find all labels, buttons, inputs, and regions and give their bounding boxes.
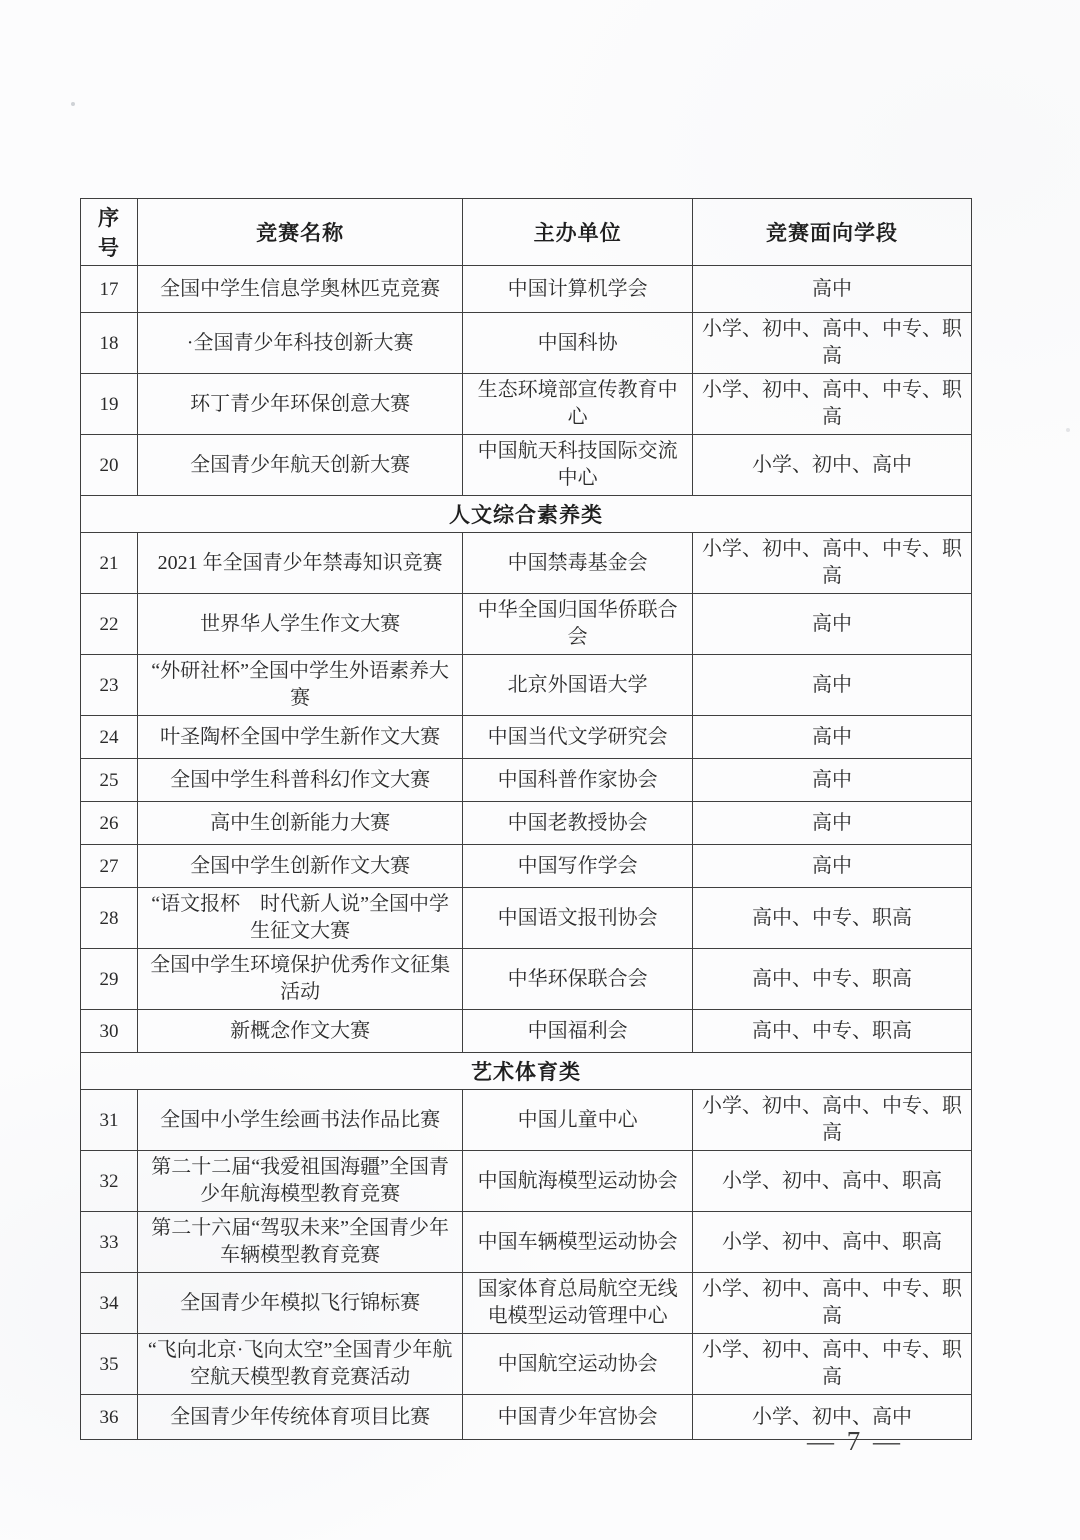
table-row	[81, 716, 972, 759]
competition-table	[80, 198, 972, 1440]
organizer: 中国老教授协会	[463, 802, 693, 845]
organizer: 生态环境部宣传教育中心	[463, 374, 693, 435]
target-levels: 高中	[693, 716, 972, 759]
target-levels: 高中	[693, 266, 972, 313]
organizer: 中国航空运动协会	[463, 1334, 693, 1395]
row-number: 22	[81, 594, 138, 655]
organizer: 国家体育总局航空无线电模型运动管理中心	[463, 1273, 693, 1334]
competition-name: 全国中学生信息学奥林匹克竞赛	[138, 266, 463, 313]
table-row	[81, 949, 972, 1010]
scan-speck	[1066, 428, 1070, 432]
target-levels: 小学、初中、高中	[693, 435, 972, 496]
organizer: 中华全国归国华侨联合会	[463, 594, 693, 655]
table-row	[81, 1090, 972, 1151]
competition-name: 全国中学生创新作文大赛	[138, 845, 463, 888]
organizer: 中国写作学会	[463, 845, 693, 888]
table-row	[81, 1334, 972, 1395]
header-target-levels: 竞赛面向学段	[693, 199, 972, 266]
competition-name: 全国青少年传统体育项目比赛	[138, 1395, 463, 1440]
table-header-row	[81, 199, 972, 266]
organizer: 中国福利会	[463, 1010, 693, 1053]
target-levels: 高中	[693, 594, 972, 655]
target-levels: 高中	[693, 655, 972, 716]
table-row	[81, 435, 972, 496]
section-header-row	[81, 496, 972, 533]
competition-name: 高中生创新能力大赛	[138, 802, 463, 845]
competition-name: “外研社杯”全国中学生外语素养大赛	[138, 655, 463, 716]
header-organizer: 主办单位	[463, 199, 693, 266]
target-levels: 小学、初中、高中、中专、职高	[693, 1273, 972, 1334]
row-number: 31	[81, 1090, 138, 1151]
organizer: 北京外国语大学	[463, 655, 693, 716]
competition-name: 全国中学生科普科幻作文大赛	[138, 759, 463, 802]
organizer: 中国语文报刊协会	[463, 888, 693, 949]
row-number: 24	[81, 716, 138, 759]
table-row	[81, 594, 972, 655]
target-levels: 小学、初中、高中、职高	[693, 1212, 972, 1273]
target-levels: 小学、初中、高中、中专、职高	[693, 374, 972, 435]
organizer: 中国科协	[463, 313, 693, 374]
table-row	[81, 266, 972, 313]
table-row	[81, 759, 972, 802]
organizer: 中国儿童中心	[463, 1090, 693, 1151]
organizer: 中国车辆模型运动协会	[463, 1212, 693, 1273]
organizer: 中国科普作家协会	[463, 759, 693, 802]
table-row	[81, 802, 972, 845]
competition-name: 叶圣陶杯全国中学生新作文大赛	[138, 716, 463, 759]
target-levels: 高中、中专、职高	[693, 1010, 972, 1053]
header-no: 序号	[81, 199, 138, 266]
organizer: 中国航天科技国际交流中心	[463, 435, 693, 496]
row-number: 30	[81, 1010, 138, 1053]
target-levels: 高中	[693, 759, 972, 802]
organizer: 中国青少年宫协会	[463, 1395, 693, 1440]
competition-name: 全国中学生环境保护优秀作文征集活动	[138, 949, 463, 1010]
target-levels: 小学、初中、高中、中专、职高	[693, 533, 972, 594]
competition-name: 第二十六届“驾驭未来”全国青少年车辆模型教育竞赛	[138, 1212, 463, 1273]
competition-name: 全国中小学生绘画书法作品比赛	[138, 1090, 463, 1151]
table-row	[81, 533, 972, 594]
row-number: 33	[81, 1212, 138, 1273]
competition-name: 世界华人学生作文大赛	[138, 594, 463, 655]
target-levels: 高中、中专、职高	[693, 949, 972, 1010]
row-number: 19	[81, 374, 138, 435]
competition-name: “语文报杯 时代新人说”全国中学生征文大赛	[138, 888, 463, 949]
scan-speck	[71, 102, 75, 106]
row-number: 32	[81, 1151, 138, 1212]
row-number: 25	[81, 759, 138, 802]
section-title: 艺术体育类	[81, 1053, 972, 1090]
row-number: 35	[81, 1334, 138, 1395]
competition-name: 全国青少年模拟飞行锦标赛	[138, 1273, 463, 1334]
target-levels: 高中	[693, 802, 972, 845]
organizer: 中国航海模型运动协会	[463, 1151, 693, 1212]
organizer: 中国当代文学研究会	[463, 716, 693, 759]
row-number: 21	[81, 533, 138, 594]
header-competition-name: 竞赛名称	[138, 199, 463, 266]
target-levels: 小学、初中、高中、中专、职高	[693, 1090, 972, 1151]
table-row	[81, 313, 972, 374]
table-row	[81, 1212, 972, 1273]
target-levels: 小学、初中、高中	[693, 1395, 972, 1440]
section-header-row	[81, 1053, 972, 1090]
row-number: 28	[81, 888, 138, 949]
organizer: 中国计算机学会	[463, 266, 693, 313]
row-number: 27	[81, 845, 138, 888]
competition-name: 第二十二届“我爱祖国海疆”全国青少年航海模型教育竞赛	[138, 1151, 463, 1212]
target-levels: 小学、初中、高中、职高	[693, 1151, 972, 1212]
competition-name: ·全国青少年科技创新大赛	[138, 313, 463, 374]
row-number: 20	[81, 435, 138, 496]
table-row	[81, 1151, 972, 1212]
row-number: 23	[81, 655, 138, 716]
table-row	[81, 845, 972, 888]
page-number: — 7 —	[807, 1426, 903, 1456]
table-row	[81, 1273, 972, 1334]
row-number: 29	[81, 949, 138, 1010]
row-number: 26	[81, 802, 138, 845]
table-row	[81, 374, 972, 435]
table-row	[81, 1010, 972, 1053]
row-number: 17	[81, 266, 138, 313]
row-number: 34	[81, 1273, 138, 1334]
target-levels: 小学、初中、高中、中专、职高	[693, 1334, 972, 1395]
section-title: 人文综合素养类	[81, 496, 972, 533]
competition-name: “飞向北京·飞向太空”全国青少年航空航天模型教育竞赛活动	[138, 1334, 463, 1395]
organizer: 中华环保联合会	[463, 949, 693, 1010]
competition-name: 全国青少年航天创新大赛	[138, 435, 463, 496]
competition-name: 环丁青少年环保创意大赛	[138, 374, 463, 435]
table-row	[81, 655, 972, 716]
target-levels: 高中、中专、职高	[693, 888, 972, 949]
row-number: 36	[81, 1395, 138, 1440]
organizer: 中国禁毒基金会	[463, 533, 693, 594]
table-row	[81, 888, 972, 949]
competition-name: 新概念作文大赛	[138, 1010, 463, 1053]
target-levels: 小学、初中、高中、中专、职高	[693, 313, 972, 374]
row-number: 18	[81, 313, 138, 374]
competition-name: 2021 年全国青少年禁毒知识竞赛	[138, 533, 463, 594]
target-levels: 高中	[693, 845, 972, 888]
